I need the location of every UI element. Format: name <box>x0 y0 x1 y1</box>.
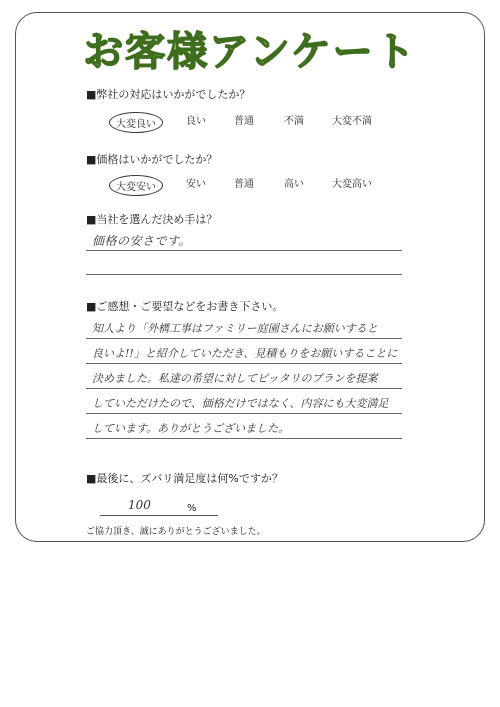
comment-rule-1 <box>86 338 402 339</box>
question-price <box>86 151 217 167</box>
question-comments-label: ■ご感想・ご要望などをお書き下さい。 <box>86 300 284 313</box>
option-price-5[interactable]: 大変高い <box>332 179 372 190</box>
question-reason-label: ■当社を選んだ決め手は？ <box>86 213 218 226</box>
comment-line-1: 知人より「外構工事はファミリー庭園さんにお願いすると <box>92 322 378 335</box>
question-comments <box>86 298 283 314</box>
comment-rule-5 <box>86 438 402 439</box>
comment-rule-2 <box>86 363 402 364</box>
satisfaction-unit: % <box>187 503 197 514</box>
comment-line-4: していただけたので、価格だけではなく、内容にも大変満足 <box>92 397 389 410</box>
comment-line-3: 決めました。私達の希望に対してピッタリのプランを提案 <box>92 372 378 385</box>
question-price-label: ■価格はいかがでしたか？ <box>86 153 218 166</box>
survey-title: お客様アンケート <box>83 29 417 75</box>
satisfaction-line <box>100 515 218 516</box>
comment-rule-3 <box>86 388 402 389</box>
answer-line-1 <box>86 250 402 251</box>
question-satisfaction <box>86 470 283 486</box>
answer-line-2 <box>86 274 402 275</box>
thank-you-message: ご協力頂き、誠にありがとうございました。 <box>86 527 266 537</box>
question-service-label: ■弊社の対応はいかがでしたか？ <box>86 88 251 101</box>
satisfaction-value: 100 <box>128 498 151 512</box>
question-reason <box>86 211 217 227</box>
option-price-1[interactable]: 大変安い <box>109 175 163 196</box>
option-service-5[interactable]: 大変不満 <box>332 116 372 127</box>
comment-rule-4 <box>86 413 402 414</box>
option-service-1[interactable]: 大変良い <box>109 112 163 133</box>
option-price-4[interactable]: 高い <box>284 179 304 190</box>
option-service-4[interactable]: 不満 <box>284 116 304 127</box>
reason-answer: 価格の安さです。 <box>92 234 192 248</box>
option-price-3[interactable]: 普通 <box>234 179 254 190</box>
comment-line-5: しています。ありがとうございました。 <box>92 422 290 435</box>
option-service-2[interactable]: 良い <box>186 116 206 127</box>
option-service-3[interactable]: 普通 <box>234 116 254 127</box>
question-service <box>86 86 250 102</box>
comment-line-2: 良いよ!!」と紹介していただき、見積もりをお願いすることに <box>92 347 398 360</box>
question-satisfaction-label: ■最後に、ズバリ満足度は何%ですか？ <box>86 472 283 485</box>
option-price-2[interactable]: 安い <box>186 179 206 190</box>
